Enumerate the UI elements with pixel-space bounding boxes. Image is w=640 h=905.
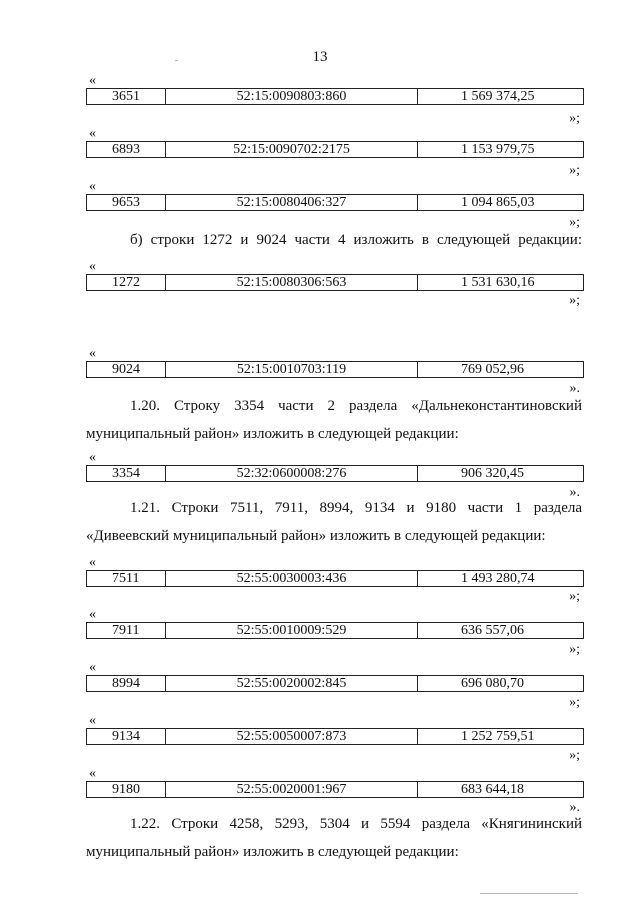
paragraph-1-22-line-1: 1.22. Строки 4258, 5293, 5304 и 5594 раздела «Княгининский (130, 816, 582, 832)
cadastral-value-cell: 906 320,45 (461, 466, 524, 481)
cadastral-number-cell: 52:32:0600008:276 (166, 466, 418, 481)
paragraph-b: б) строки 1272 и 9024 части 4 изложить в следующей редакции: (130, 232, 582, 248)
close-quote: ». (569, 800, 580, 815)
cadastral-number-cell: 52:15:0090803:860 (166, 89, 418, 104)
open-quote: « (89, 660, 96, 675)
cadastral-number-cell: 52:55:0030003:436 (166, 571, 418, 586)
open-quote: « (89, 126, 96, 141)
row-number-cell: 7511 (87, 571, 166, 586)
table-row (86, 675, 584, 692)
cadastral-value-cell: 1 094 865,03 (461, 195, 535, 210)
table-row (86, 361, 584, 378)
row-number-cell: 8994 (87, 676, 166, 691)
cadastral-value-cell: 769 052,96 (461, 362, 524, 377)
paragraph-1-20-line-2: муниципальный район» изложить в следующей редакции: (86, 426, 459, 442)
row-number-cell: 9180 (87, 782, 166, 797)
cadastral-number-cell: 52:15:0080306:563 (166, 275, 418, 290)
row-number-cell: 3651 (87, 89, 166, 104)
cadastral-value-cell: 683 644,18 (461, 782, 524, 797)
open-quote: « (89, 555, 96, 570)
row-number-cell: 7911 (87, 623, 166, 638)
cadastral-number-cell: 52:55:0020001:967 (166, 782, 418, 797)
close-quote: »; (569, 163, 580, 178)
cadastral-value-cell: 1 252 759,51 (461, 729, 535, 744)
page-number: 13 (312, 49, 328, 65)
close-quote: »; (569, 111, 580, 126)
table-row (86, 622, 584, 639)
close-quote: ». (569, 485, 580, 500)
cadastral-value-cell: 696 080,70 (461, 676, 524, 691)
cadastral-number-cell: 52:15:0090702:2175 (166, 142, 418, 157)
close-quote: »; (569, 293, 580, 308)
table-row (86, 781, 584, 798)
open-quote: « (89, 73, 96, 88)
row-number-cell: 9653 (87, 195, 166, 210)
row-number-cell: 1272 (87, 275, 166, 290)
open-quote: « (89, 259, 96, 274)
table-row (86, 88, 584, 105)
cadastral-value-cell: 1 531 630,16 (461, 275, 535, 290)
paragraph-1-20-line-1: 1.20. Строку 3354 части 2 раздела «Дальнеконстантиновский (130, 398, 582, 414)
close-quote: »; (569, 695, 580, 710)
row-number-cell: 6893 (87, 142, 166, 157)
table-row (86, 570, 584, 587)
paragraph-1-22-line-2: муниципальный район» изложить в следующей редакции: (86, 844, 459, 860)
table-row (86, 194, 584, 211)
close-quote: »; (569, 589, 580, 604)
open-quote: « (89, 179, 96, 194)
scan-edge-mark (480, 893, 578, 894)
open-quote: « (89, 766, 96, 781)
cadastral-value-cell: 636 557,06 (461, 623, 524, 638)
open-quote: « (89, 450, 96, 465)
cadastral-value-cell: 1 493 280,74 (461, 571, 535, 586)
cadastral-number-cell: 52:15:0010703:119 (166, 362, 418, 377)
open-quote: « (89, 607, 96, 622)
paragraph-1-21-line-1: 1.21. Строки 7511, 7911, 8994, 9134 и 9180 части 1 раздела (130, 500, 582, 516)
cadastral-number-cell: 52:55:0050007:873 (166, 729, 418, 744)
row-number-cell: 9134 (87, 729, 166, 744)
cadastral-number-cell: 52:15:0080406:327 (166, 195, 418, 210)
close-quote: »; (569, 642, 580, 657)
open-quote: « (89, 346, 96, 361)
open-quote: « (89, 713, 96, 728)
cadastral-value-cell: 1 569 374,25 (461, 89, 535, 104)
paragraph-1-21-line-2: «Дивеевский муниципальный район» изложить в следующей редакции: (86, 528, 546, 544)
cadastral-number-cell: 52:55:0020002:845 (166, 676, 418, 691)
row-number-cell: 9024 (87, 362, 166, 377)
table-row (86, 274, 584, 291)
close-quote: »; (569, 215, 580, 230)
table-row (86, 465, 584, 482)
scan-speck (175, 60, 178, 61)
cadastral-value-cell: 1 153 979,75 (461, 142, 535, 157)
table-row (86, 141, 584, 158)
row-number-cell: 3354 (87, 466, 166, 481)
cadastral-number-cell: 52:55:0010009:529 (166, 623, 418, 638)
table-row (86, 728, 584, 745)
close-quote: »; (569, 748, 580, 763)
close-quote: ». (569, 381, 580, 396)
